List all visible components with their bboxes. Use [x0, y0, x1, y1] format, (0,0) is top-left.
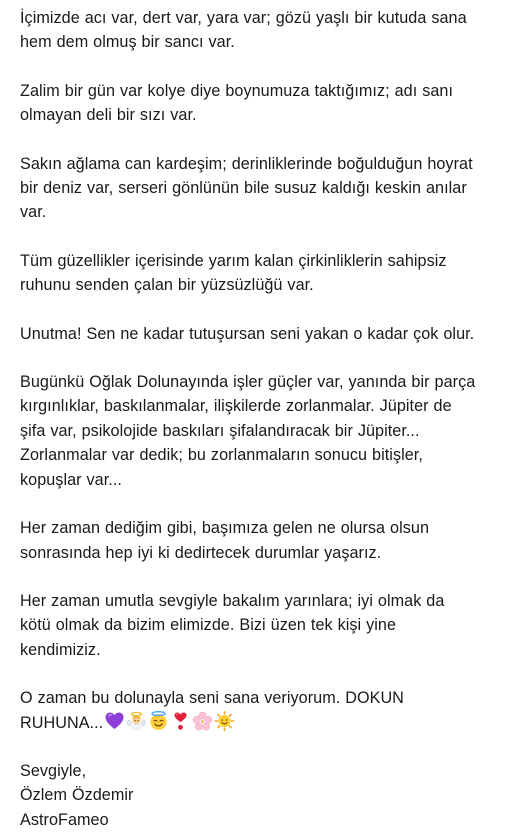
author-name: Özlem Özdemir: [20, 786, 134, 805]
closing-line-1: O zaman bu dolunayla seni sana veriyorum. DOKUN: [20, 689, 404, 708]
purple-heart-icon: [104, 711, 125, 731]
author-handle: AstroFameo: [20, 810, 109, 829]
paragraph-line: kırgınlıklar, baskılanmalar, ilişkilerde zorlanmalar. Jüpiter de: [20, 397, 452, 416]
paragraph-line: Bugünkü Oğlak Dolunayında işler güçler var, yanında bir parça: [20, 373, 476, 392]
paragraph-line: İçimizde acı var, dert var, yara var; gözü yaşlı bir kutuda sana: [20, 9, 467, 27]
paragraph-1: [20, 6, 506, 55]
paragraph-line: olmayan deli bir sızı var.: [20, 106, 197, 125]
paragraph-2: [20, 79, 506, 128]
paragraph-line: Zalim bir gün var kolye diye boynumuza taktığımız; adı sanı: [20, 81, 454, 100]
smiling-face-with-halo-icon: [148, 711, 169, 731]
paragraph-line: Her zaman dediğim gibi, başımıza gelen ne olursa olsun: [20, 519, 430, 538]
paragraph-line: sonrasında hep iyi ki dedirtecek durumlar yaşarız.: [20, 543, 382, 562]
paragraph-line: şifa var, psikolojide baskıları şifalandıracak bir Jüpiter...: [20, 421, 420, 440]
paragraph-line: kopuşlar var...: [20, 470, 122, 489]
baby-angel-icon: [126, 711, 147, 731]
sun-with-face-icon: [214, 711, 235, 731]
paragraph-line: Unutma! Sen ne kadar tutuşursan seni yakan o kadar çok olur.: [20, 324, 475, 343]
cherry-blossom-icon: [192, 711, 213, 731]
paragraph-6: [20, 370, 506, 492]
paragraph-4: [20, 249, 506, 298]
signature-greeting: Sevgiyle,: [20, 761, 87, 780]
signature: [20, 759, 506, 832]
paragraph-line: bir deniz var, serseri gönlünün bile susuz kaldığı keskin anılar: [20, 179, 467, 198]
closing-paragraph: [20, 686, 506, 735]
paragraph-line: hem dem olmuş bir sancı var.: [20, 33, 235, 52]
closing-line-2: [20, 711, 506, 735]
paragraph-line: Tüm güzellikler içerisinde yarım kalan çirkinliklerin sahipsiz: [20, 251, 447, 270]
paragraph-line: Her zaman umutla sevgiyle bakalım yarınlara; iyi olmak da: [20, 591, 445, 610]
paragraph-line: kendimiziz.: [20, 640, 101, 659]
closing-text: RUHUNA...: [20, 713, 104, 732]
paragraph-line: kötü olmak da bizim elimizde. Bizi üzen tek kişi yine: [20, 616, 397, 635]
paragraph-line: var.: [20, 203, 47, 222]
paragraph-line: ruhunu senden çalan bir yüzsüzlüğü var.: [20, 276, 314, 295]
paragraph-line: Zorlanmalar var dedik; bu zorlanmaların sonucu bitişler,: [20, 446, 423, 465]
paragraph-5: [20, 322, 506, 346]
paragraph-line: Sakın ağlama can kardeşim; derinliklerinde boğulduğun hoyrat: [20, 154, 473, 173]
heart-exclamation-icon: [170, 711, 191, 731]
paragraph-8: [20, 589, 506, 662]
paragraph-3: [20, 152, 506, 225]
paragraph-7: [20, 516, 506, 565]
